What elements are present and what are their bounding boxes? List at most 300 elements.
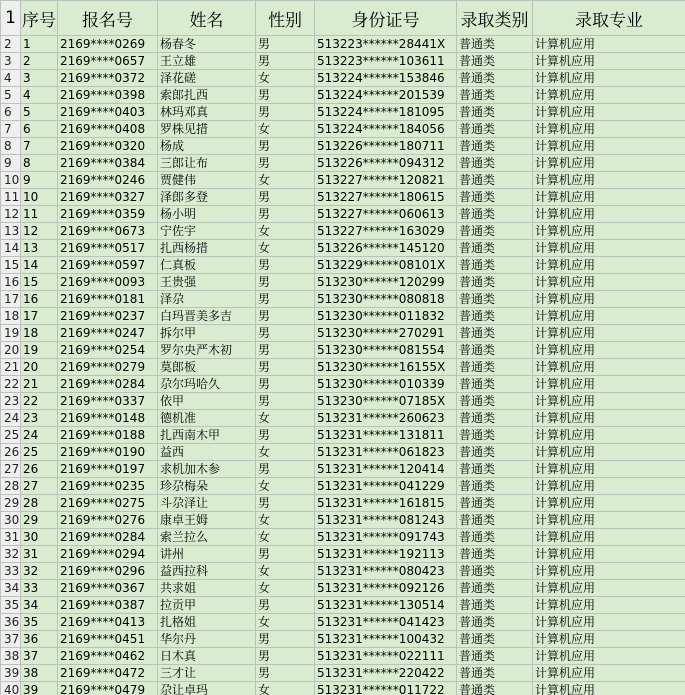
cell-id-number[interactable]: 513231******081243 <box>315 512 457 529</box>
row-number-cell[interactable]: 37 <box>1 631 21 648</box>
cell-id-number[interactable]: 513231******022111 <box>315 648 457 665</box>
cell-id-number[interactable]: 513231******260623 <box>315 410 457 427</box>
cell-name[interactable]: 尕尔玛哈久 <box>158 376 256 393</box>
cell-admission-major[interactable]: 计算机应用 <box>533 257 685 274</box>
row-number-cell[interactable]: 15 <box>1 257 21 274</box>
cell-admission-category[interactable]: 普通类 <box>457 648 533 665</box>
cell-id-number[interactable]: 513231******220422 <box>315 665 457 682</box>
cell-id-number[interactable]: 513224******181095 <box>315 104 457 121</box>
cell-id-number[interactable]: 513231******120414 <box>315 461 457 478</box>
cell-admission-category[interactable]: 普通类 <box>457 240 533 257</box>
cell-seq[interactable]: 36 <box>21 631 58 648</box>
cell-id-number[interactable]: 513231******041423 <box>315 614 457 631</box>
cell-gender[interactable]: 男 <box>256 36 315 53</box>
cell-gender[interactable]: 女 <box>256 240 315 257</box>
row-number-cell[interactable]: 14 <box>1 240 21 257</box>
cell-registration-no[interactable]: 2169****0197 <box>58 461 158 478</box>
cell-registration-no[interactable]: 2169****0190 <box>58 444 158 461</box>
cell-admission-major[interactable]: 计算机应用 <box>533 665 685 682</box>
cell-registration-no[interactable]: 2169****0235 <box>58 478 158 495</box>
column-header-gender[interactable]: 性别 <box>256 1 315 36</box>
cell-admission-category[interactable]: 普通类 <box>457 393 533 410</box>
cell-registration-no[interactable]: 2169****0279 <box>58 359 158 376</box>
cell-gender[interactable]: 男 <box>256 53 315 70</box>
cell-id-number[interactable]: 513231******131811 <box>315 427 457 444</box>
cell-admission-category[interactable]: 普通类 <box>457 291 533 308</box>
cell-id-number[interactable]: 513229******08101X <box>315 257 457 274</box>
cell-id-number[interactable]: 513227******163029 <box>315 223 457 240</box>
cell-gender[interactable]: 女 <box>256 121 315 138</box>
cell-seq[interactable]: 25 <box>21 444 58 461</box>
cell-name[interactable]: 扎西南木甲 <box>158 427 256 444</box>
cell-admission-category[interactable]: 普通类 <box>457 546 533 563</box>
cell-id-number[interactable]: 513231******092126 <box>315 580 457 597</box>
cell-admission-category[interactable]: 普通类 <box>457 495 533 512</box>
row-number-cell[interactable]: 40 <box>1 682 21 695</box>
cell-id-number[interactable]: 513231******192113 <box>315 546 457 563</box>
cell-registration-no[interactable]: 2169****0276 <box>58 512 158 529</box>
cell-admission-major[interactable]: 计算机应用 <box>533 87 685 104</box>
column-header-registration-no[interactable]: 报名号 <box>58 1 158 36</box>
cell-admission-major[interactable]: 计算机应用 <box>533 631 685 648</box>
cell-admission-major[interactable]: 计算机应用 <box>533 682 685 695</box>
cell-seq[interactable]: 26 <box>21 461 58 478</box>
cell-name[interactable]: 依甲 <box>158 393 256 410</box>
cell-registration-no[interactable]: 2169****0337 <box>58 393 158 410</box>
cell-admission-major[interactable]: 计算机应用 <box>533 461 685 478</box>
cell-name[interactable]: 罗尔央严木初 <box>158 342 256 359</box>
cell-name[interactable]: 泽尕 <box>158 291 256 308</box>
cell-registration-no[interactable]: 2169****0294 <box>58 546 158 563</box>
cell-admission-major[interactable]: 计算机应用 <box>533 70 685 87</box>
cell-seq[interactable]: 1 <box>21 36 58 53</box>
cell-id-number[interactable]: 513230******010339 <box>315 376 457 393</box>
cell-id-number[interactable]: 513230******081554 <box>315 342 457 359</box>
cell-registration-no[interactable]: 2169****0359 <box>58 206 158 223</box>
row-number-cell[interactable]: 2 <box>1 36 21 53</box>
cell-admission-major[interactable]: 计算机应用 <box>533 597 685 614</box>
cell-admission-major[interactable]: 计算机应用 <box>533 138 685 155</box>
cell-name[interactable]: 杨小明 <box>158 206 256 223</box>
cell-admission-major[interactable]: 计算机应用 <box>533 308 685 325</box>
cell-id-number[interactable]: 513231******130514 <box>315 597 457 614</box>
cell-admission-major[interactable]: 计算机应用 <box>533 648 685 665</box>
cell-seq[interactable]: 30 <box>21 529 58 546</box>
cell-admission-category[interactable]: 普通类 <box>457 359 533 376</box>
cell-id-number[interactable]: 513231******161815 <box>315 495 457 512</box>
cell-admission-category[interactable]: 普通类 <box>457 53 533 70</box>
row-number-cell[interactable]: 28 <box>1 478 21 495</box>
cell-name[interactable]: 求机加木参 <box>158 461 256 478</box>
cell-admission-major[interactable]: 计算机应用 <box>533 206 685 223</box>
cell-seq[interactable]: 11 <box>21 206 58 223</box>
cell-registration-no[interactable]: 2169****0188 <box>58 427 158 444</box>
cell-id-number[interactable]: 513226******094312 <box>315 155 457 172</box>
cell-name[interactable]: 益西拉科 <box>158 563 256 580</box>
cell-id-number[interactable]: 513230******011832 <box>315 308 457 325</box>
cell-admission-category[interactable]: 普通类 <box>457 614 533 631</box>
cell-gender[interactable]: 男 <box>256 376 315 393</box>
cell-gender[interactable]: 男 <box>256 87 315 104</box>
cell-name[interactable]: 杨春冬 <box>158 36 256 53</box>
cell-gender[interactable]: 男 <box>256 393 315 410</box>
row-number-cell[interactable]: 6 <box>1 104 21 121</box>
row-number-cell[interactable]: 11 <box>1 189 21 206</box>
cell-name[interactable]: 宁佐宇 <box>158 223 256 240</box>
row-number-cell[interactable]: 23 <box>1 393 21 410</box>
cell-id-number[interactable]: 513231******100432 <box>315 631 457 648</box>
cell-admission-major[interactable]: 计算机应用 <box>533 342 685 359</box>
cell-registration-no[interactable]: 2169****0398 <box>58 87 158 104</box>
cell-admission-major[interactable]: 计算机应用 <box>533 512 685 529</box>
cell-registration-no[interactable]: 2169****0327 <box>58 189 158 206</box>
cell-id-number[interactable]: 513223******28441X <box>315 36 457 53</box>
cell-admission-category[interactable]: 普通类 <box>457 597 533 614</box>
cell-id-number[interactable]: 513231******011722 <box>315 682 457 695</box>
cell-seq[interactable]: 13 <box>21 240 58 257</box>
cell-id-number[interactable]: 513223******103611 <box>315 53 457 70</box>
cell-seq[interactable]: 38 <box>21 665 58 682</box>
cell-admission-category[interactable]: 普通类 <box>457 138 533 155</box>
cell-gender[interactable]: 女 <box>256 563 315 580</box>
cell-id-number[interactable]: 513224******201539 <box>315 87 457 104</box>
cell-seq[interactable]: 9 <box>21 172 58 189</box>
cell-seq[interactable]: 14 <box>21 257 58 274</box>
cell-gender[interactable]: 男 <box>256 631 315 648</box>
cell-name[interactable]: 日木真 <box>158 648 256 665</box>
row-number-cell[interactable]: 35 <box>1 597 21 614</box>
cell-registration-no[interactable]: 2169****0472 <box>58 665 158 682</box>
cell-admission-category[interactable]: 普通类 <box>457 206 533 223</box>
cell-admission-category[interactable]: 普通类 <box>457 189 533 206</box>
cell-name[interactable]: 白玛晋美多吉 <box>158 308 256 325</box>
row-number-cell[interactable]: 31 <box>1 529 21 546</box>
cell-seq[interactable]: 18 <box>21 325 58 342</box>
cell-gender[interactable]: 男 <box>256 274 315 291</box>
cell-name[interactable]: 拆尔甲 <box>158 325 256 342</box>
cell-registration-no[interactable]: 2169****0237 <box>58 308 158 325</box>
cell-seq[interactable]: 12 <box>21 223 58 240</box>
cell-registration-no[interactable]: 2169****0181 <box>58 291 158 308</box>
row-number-cell[interactable]: 18 <box>1 308 21 325</box>
cell-seq[interactable]: 34 <box>21 597 58 614</box>
cell-gender[interactable]: 女 <box>256 444 315 461</box>
cell-admission-category[interactable]: 普通类 <box>457 478 533 495</box>
cell-admission-major[interactable]: 计算机应用 <box>533 121 685 138</box>
row-number-cell[interactable]: 25 <box>1 427 21 444</box>
row-number-cell[interactable]: 20 <box>1 342 21 359</box>
cell-admission-category[interactable]: 普通类 <box>457 444 533 461</box>
cell-name[interactable]: 泽郎多登 <box>158 189 256 206</box>
cell-admission-category[interactable]: 普通类 <box>457 410 533 427</box>
cell-name[interactable]: 莫郎板 <box>158 359 256 376</box>
cell-admission-major[interactable]: 计算机应用 <box>533 393 685 410</box>
cell-registration-no[interactable]: 2169****0387 <box>58 597 158 614</box>
cell-registration-no[interactable]: 2169****0254 <box>58 342 158 359</box>
cell-admission-major[interactable]: 计算机应用 <box>533 36 685 53</box>
cell-gender[interactable]: 男 <box>256 597 315 614</box>
row-number-cell[interactable]: 27 <box>1 461 21 478</box>
cell-seq[interactable]: 37 <box>21 648 58 665</box>
cell-id-number[interactable]: 513224******184056 <box>315 121 457 138</box>
cell-registration-no[interactable]: 2169****0451 <box>58 631 158 648</box>
column-header-admission-major[interactable]: 录取专业 <box>533 1 685 36</box>
cell-gender[interactable]: 男 <box>256 648 315 665</box>
cell-name[interactable]: 珍尕梅朵 <box>158 478 256 495</box>
cell-registration-no[interactable]: 2169****0673 <box>58 223 158 240</box>
cell-seq[interactable]: 24 <box>21 427 58 444</box>
cell-name[interactable]: 三郎让布 <box>158 155 256 172</box>
cell-admission-major[interactable]: 计算机应用 <box>533 155 685 172</box>
row-number-cell[interactable]: 38 <box>1 648 21 665</box>
cell-admission-category[interactable]: 普通类 <box>457 121 533 138</box>
row-number-cell[interactable]: 7 <box>1 121 21 138</box>
cell-gender[interactable]: 男 <box>256 359 315 376</box>
cell-registration-no[interactable]: 2169****0462 <box>58 648 158 665</box>
cell-admission-major[interactable]: 计算机应用 <box>533 291 685 308</box>
cell-gender[interactable]: 女 <box>256 682 315 695</box>
cell-admission-category[interactable]: 普通类 <box>457 342 533 359</box>
cell-id-number[interactable]: 513231******041229 <box>315 478 457 495</box>
cell-name[interactable]: 讲州 <box>158 546 256 563</box>
cell-registration-no[interactable]: 2169****0275 <box>58 495 158 512</box>
cell-registration-no[interactable]: 2169****0269 <box>58 36 158 53</box>
cell-seq[interactable]: 5 <box>21 104 58 121</box>
cell-registration-no[interactable]: 2169****0284 <box>58 376 158 393</box>
cell-admission-major[interactable]: 计算机应用 <box>533 359 685 376</box>
cell-name[interactable]: 益西 <box>158 444 256 461</box>
cell-admission-major[interactable]: 计算机应用 <box>533 410 685 427</box>
cell-gender[interactable]: 女 <box>256 172 315 189</box>
cell-name[interactable]: 三才让 <box>158 665 256 682</box>
cell-admission-category[interactable]: 普通类 <box>457 172 533 189</box>
cell-gender[interactable]: 男 <box>256 308 315 325</box>
cell-seq[interactable]: 2 <box>21 53 58 70</box>
cell-admission-major[interactable]: 计算机应用 <box>533 478 685 495</box>
cell-name[interactable]: 扎格姐 <box>158 614 256 631</box>
cell-gender[interactable]: 男 <box>256 461 315 478</box>
cell-gender[interactable]: 男 <box>256 665 315 682</box>
cell-registration-no[interactable]: 2169****0372 <box>58 70 158 87</box>
cell-admission-category[interactable]: 普通类 <box>457 512 533 529</box>
cell-name[interactable]: 扎西杨措 <box>158 240 256 257</box>
cell-name[interactable]: 贾健伟 <box>158 172 256 189</box>
cell-id-number[interactable]: 513230******07185X <box>315 393 457 410</box>
cell-registration-no[interactable]: 2169****0479 <box>58 682 158 695</box>
row-number-cell[interactable]: 30 <box>1 512 21 529</box>
cell-gender[interactable]: 男 <box>256 342 315 359</box>
row-number-cell[interactable]: 26 <box>1 444 21 461</box>
cell-name[interactable]: 王立雄 <box>158 53 256 70</box>
cell-admission-major[interactable]: 计算机应用 <box>533 495 685 512</box>
cell-admission-category[interactable]: 普通类 <box>457 631 533 648</box>
cell-id-number[interactable]: 513231******061823 <box>315 444 457 461</box>
cell-seq[interactable]: 32 <box>21 563 58 580</box>
column-header-id-number[interactable]: 身份证号 <box>315 1 457 36</box>
cell-name[interactable]: 仁真板 <box>158 257 256 274</box>
cell-admission-category[interactable]: 普通类 <box>457 70 533 87</box>
cell-registration-no[interactable]: 2169****0093 <box>58 274 158 291</box>
cell-gender[interactable]: 女 <box>256 478 315 495</box>
cell-seq[interactable]: 16 <box>21 291 58 308</box>
cell-gender[interactable]: 女 <box>256 580 315 597</box>
row-number-cell[interactable]: 13 <box>1 223 21 240</box>
cell-gender[interactable]: 女 <box>256 70 315 87</box>
cell-gender[interactable]: 男 <box>256 495 315 512</box>
cell-name[interactable]: 索郎扎西 <box>158 87 256 104</box>
cell-admission-category[interactable]: 普通类 <box>457 274 533 291</box>
cell-admission-category[interactable]: 普通类 <box>457 563 533 580</box>
cell-gender[interactable]: 女 <box>256 512 315 529</box>
cell-gender[interactable]: 男 <box>256 427 315 444</box>
cell-id-number[interactable]: 513230******16155X <box>315 359 457 376</box>
cell-id-number[interactable]: 513230******120299 <box>315 274 457 291</box>
row-number-cell[interactable]: 9 <box>1 155 21 172</box>
cell-admission-major[interactable]: 计算机应用 <box>533 189 685 206</box>
cell-admission-category[interactable]: 普通类 <box>457 682 533 695</box>
cell-seq[interactable]: 28 <box>21 495 58 512</box>
column-header-name[interactable]: 姓名 <box>158 1 256 36</box>
cell-seq[interactable]: 27 <box>21 478 58 495</box>
cell-registration-no[interactable]: 2169****0403 <box>58 104 158 121</box>
cell-name[interactable]: 林玛邓真 <box>158 104 256 121</box>
cell-seq[interactable]: 19 <box>21 342 58 359</box>
cell-registration-no[interactable]: 2169****0384 <box>58 155 158 172</box>
row-number-cell[interactable]: 1 <box>1 1 21 36</box>
cell-gender[interactable]: 男 <box>256 189 315 206</box>
cell-name[interactable]: 德机准 <box>158 410 256 427</box>
cell-admission-category[interactable]: 普通类 <box>457 104 533 121</box>
cell-registration-no[interactable]: 2169****0247 <box>58 325 158 342</box>
cell-registration-no[interactable]: 2169****0284 <box>58 529 158 546</box>
cell-name[interactable]: 杨成 <box>158 138 256 155</box>
row-number-cell[interactable]: 34 <box>1 580 21 597</box>
cell-seq[interactable]: 29 <box>21 512 58 529</box>
cell-gender[interactable]: 女 <box>256 529 315 546</box>
column-header-seq[interactable]: 序号 <box>21 1 58 36</box>
cell-seq[interactable]: 15 <box>21 274 58 291</box>
cell-seq[interactable]: 20 <box>21 359 58 376</box>
cell-admission-category[interactable]: 普通类 <box>457 325 533 342</box>
cell-admission-major[interactable]: 计算机应用 <box>533 53 685 70</box>
cell-id-number[interactable]: 513230******080818 <box>315 291 457 308</box>
row-number-cell[interactable]: 19 <box>1 325 21 342</box>
cell-gender[interactable]: 女 <box>256 223 315 240</box>
cell-seq[interactable]: 31 <box>21 546 58 563</box>
cell-name[interactable]: 罗株见措 <box>158 121 256 138</box>
cell-gender[interactable]: 男 <box>256 546 315 563</box>
cell-registration-no[interactable]: 2169****0296 <box>58 563 158 580</box>
cell-id-number[interactable]: 513230******270291 <box>315 325 457 342</box>
cell-admission-major[interactable]: 计算机应用 <box>533 223 685 240</box>
row-number-cell[interactable]: 39 <box>1 665 21 682</box>
cell-admission-major[interactable]: 计算机应用 <box>533 444 685 461</box>
cell-seq[interactable]: 22 <box>21 393 58 410</box>
cell-name[interactable]: 尕让卓玛 <box>158 682 256 695</box>
cell-registration-no[interactable]: 2169****0413 <box>58 614 158 631</box>
cell-admission-major[interactable]: 计算机应用 <box>533 427 685 444</box>
cell-id-number[interactable]: 513231******080423 <box>315 563 457 580</box>
cell-admission-major[interactable]: 计算机应用 <box>533 614 685 631</box>
cell-gender[interactable]: 男 <box>256 291 315 308</box>
cell-id-number[interactable]: 513227******120821 <box>315 172 457 189</box>
row-number-cell[interactable]: 22 <box>1 376 21 393</box>
cell-name[interactable]: 华尔丹 <box>158 631 256 648</box>
cell-gender[interactable]: 男 <box>256 138 315 155</box>
cell-id-number[interactable]: 513227******060613 <box>315 206 457 223</box>
cell-admission-category[interactable]: 普通类 <box>457 665 533 682</box>
cell-registration-no[interactable]: 2169****0657 <box>58 53 158 70</box>
cell-admission-category[interactable]: 普通类 <box>457 376 533 393</box>
row-number-cell[interactable]: 29 <box>1 495 21 512</box>
cell-admission-major[interactable]: 计算机应用 <box>533 546 685 563</box>
cell-name[interactable]: 康卓王姆 <box>158 512 256 529</box>
cell-seq[interactable]: 21 <box>21 376 58 393</box>
cell-gender[interactable]: 女 <box>256 410 315 427</box>
cell-admission-major[interactable]: 计算机应用 <box>533 325 685 342</box>
cell-gender[interactable]: 男 <box>256 206 315 223</box>
cell-registration-no[interactable]: 2169****0597 <box>58 257 158 274</box>
cell-admission-category[interactable]: 普通类 <box>457 427 533 444</box>
cell-seq[interactable]: 3 <box>21 70 58 87</box>
cell-registration-no[interactable]: 2169****0408 <box>58 121 158 138</box>
row-number-cell[interactable]: 4 <box>1 70 21 87</box>
cell-name[interactable]: 泽花磋 <box>158 70 256 87</box>
cell-id-number[interactable]: 513226******180711 <box>315 138 457 155</box>
cell-admission-category[interactable]: 普通类 <box>457 529 533 546</box>
row-number-cell[interactable]: 3 <box>1 53 21 70</box>
row-number-cell[interactable]: 24 <box>1 410 21 427</box>
row-number-cell[interactable]: 12 <box>1 206 21 223</box>
row-number-cell[interactable]: 36 <box>1 614 21 631</box>
cell-admission-category[interactable]: 普通类 <box>457 257 533 274</box>
row-number-cell[interactable]: 16 <box>1 274 21 291</box>
cell-registration-no[interactable]: 2169****0320 <box>58 138 158 155</box>
cell-admission-major[interactable]: 计算机应用 <box>533 240 685 257</box>
cell-admission-category[interactable]: 普通类 <box>457 461 533 478</box>
cell-id-number[interactable]: 513224******153846 <box>315 70 457 87</box>
cell-seq[interactable]: 4 <box>21 87 58 104</box>
cell-seq[interactable]: 8 <box>21 155 58 172</box>
cell-seq[interactable]: 23 <box>21 410 58 427</box>
cell-id-number[interactable]: 513226******145120 <box>315 240 457 257</box>
cell-seq[interactable]: 17 <box>21 308 58 325</box>
column-header-admission-category[interactable]: 录取类别 <box>457 1 533 36</box>
row-number-cell[interactable]: 10 <box>1 172 21 189</box>
row-number-cell[interactable]: 17 <box>1 291 21 308</box>
cell-admission-category[interactable]: 普通类 <box>457 580 533 597</box>
cell-registration-no[interactable]: 2169****0246 <box>58 172 158 189</box>
cell-registration-no[interactable]: 2169****0517 <box>58 240 158 257</box>
cell-admission-major[interactable]: 计算机应用 <box>533 580 685 597</box>
cell-admission-major[interactable]: 计算机应用 <box>533 172 685 189</box>
cell-name[interactable]: 拉贡甲 <box>158 597 256 614</box>
cell-name[interactable]: 索兰拉么 <box>158 529 256 546</box>
cell-seq[interactable]: 33 <box>21 580 58 597</box>
cell-admission-major[interactable]: 计算机应用 <box>533 529 685 546</box>
cell-gender[interactable]: 男 <box>256 155 315 172</box>
cell-seq[interactable]: 39 <box>21 682 58 695</box>
cell-admission-major[interactable]: 计算机应用 <box>533 274 685 291</box>
cell-admission-category[interactable]: 普通类 <box>457 155 533 172</box>
row-number-cell[interactable]: 5 <box>1 87 21 104</box>
cell-admission-category[interactable]: 普通类 <box>457 87 533 104</box>
row-number-cell[interactable]: 32 <box>1 546 21 563</box>
cell-id-number[interactable]: 513231******091743 <box>315 529 457 546</box>
cell-gender[interactable]: 男 <box>256 325 315 342</box>
cell-admission-category[interactable]: 普通类 <box>457 223 533 240</box>
cell-admission-category[interactable]: 普通类 <box>457 308 533 325</box>
